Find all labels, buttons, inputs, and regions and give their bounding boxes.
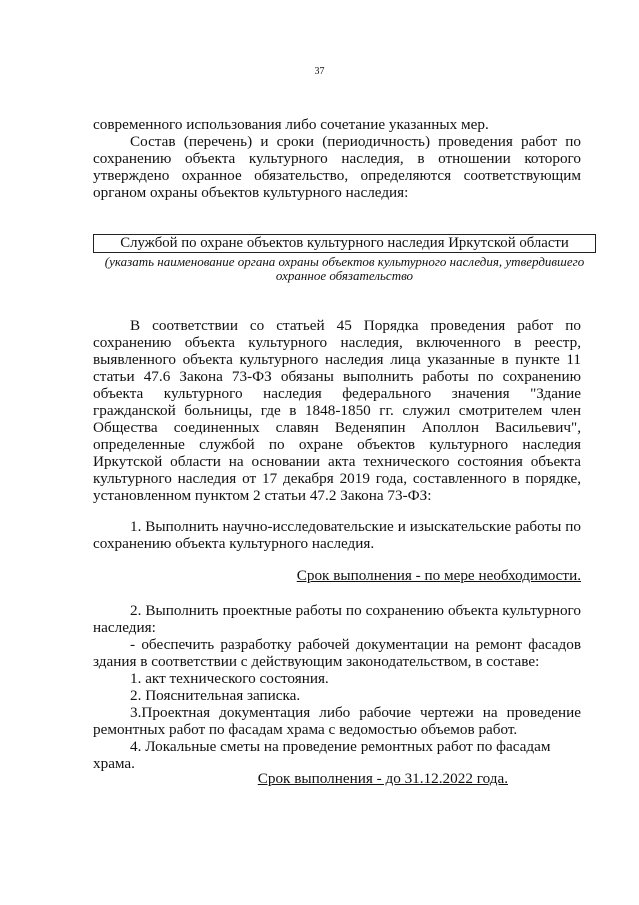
intro-paragraph: Состав (перечень) и сроки (периодичность) проведения работ по сохранению объекта культурного наследия, в отношении которого утверждено охранное обязательство, определяются соответствующим органом охраны объектов культурного наследия: [93, 133, 581, 201]
authority-note: (указать наименование органа охраны объектов культурного наследия, утвердившего охранное обязательство [104, 254, 585, 283]
item-1: 1. Выполнить научно-исследовательские и изыскательские работы по сохранению объекта культурного наследия. [93, 518, 581, 552]
sub-item-2: 2. Пояснительная записка. [130, 687, 301, 704]
sub-item-1: 1. акт технического состояния. [130, 670, 329, 687]
deadline-2: Срок выполнения - до 31.12.2022 года. [257, 770, 508, 787]
intro-line: современного использования либо сочетание указанных мер. [93, 116, 489, 133]
page-number: 37 [314, 66, 325, 77]
authority-box: Службой по охране объектов культурного наследия Иркутской области [93, 234, 596, 253]
deadline-1: Срок выполнения - по мере необходимости. [296, 567, 581, 584]
sub-item-4: 4. Локальные сметы на проведение ремонтных работ по фасадам храма. [93, 738, 551, 772]
item-2: 2. Выполнить проектные работы по сохранению объекта культурного наследия: [93, 602, 581, 636]
sub-item-3: 3.Проектная документация либо рабочие чертежи на проведение ремонтных работ по фасадам храма с ведомостью объемов работ. [93, 704, 581, 738]
item-2-detail: - обеспечить разработку рабочей документации на ремонт фасадов здания в соответствии с действующим законодательством, в составе: [93, 636, 581, 670]
main-paragraph: В соответствии со статьей 45 Порядка проведения работ по сохранению объекта культурного наследия, включенного в реестр, выявленного объекта культурного наследия лица указанные в пункте 11 статьи 47.6 Закона 73-ФЗ обязаны выполнить работы по сохранению объекта культурного наследия федерального значения "Здание гражданской больницы, где в 1848-1850 гг. служил смотрителем член Общества соединенных славян Веденяпин Аполлон Васильевич", определенные службой по охране объектов культурного наследия Иркутской области на основании акта технического состояния объекта культурного наследия от 17 декабря 2019 года, составленного в порядке, установленном пунктом 2 статьи 47.2 Закона 73-ФЗ: [93, 317, 581, 504]
